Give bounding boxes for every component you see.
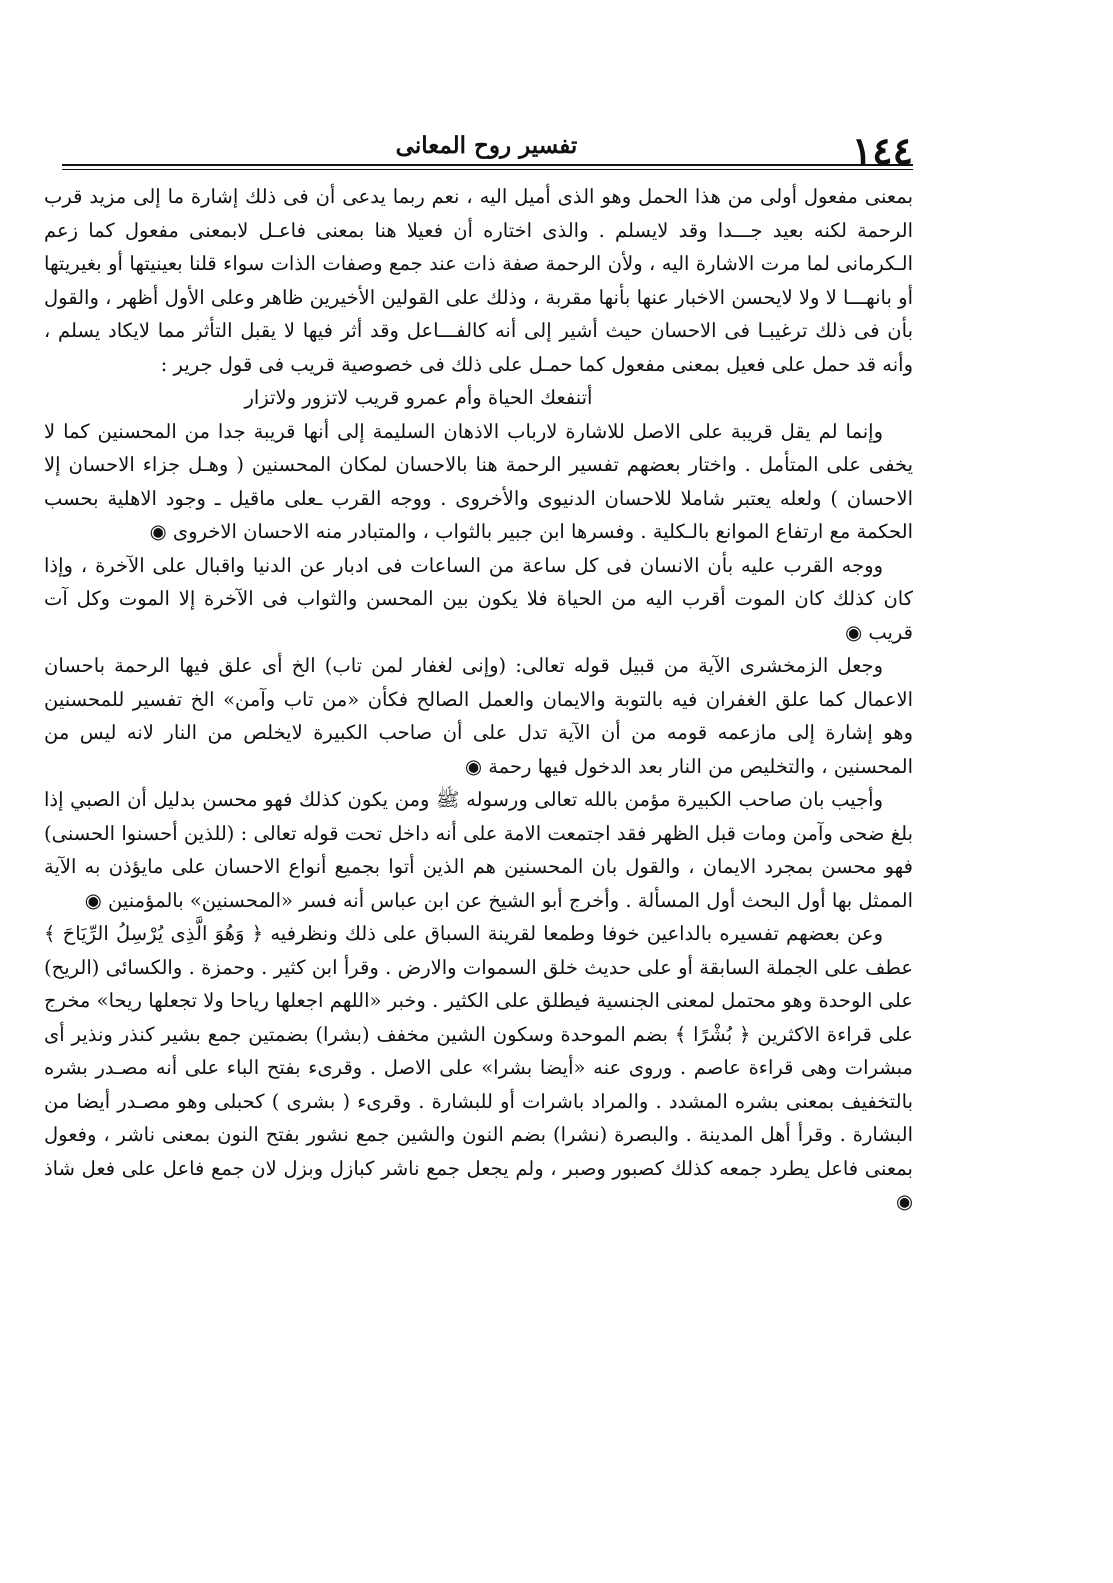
paragraph-5: وأجيب بان صاحب الكبيرة مؤمن بالله تعالى ورسوله ﷺ ومن يكون كذلك فهو محسن بدليل أن الصبي إذا بلغ ضحى وآمن ومات قبل الظهر فقد اجتمعت الامة على أنه داخل تحت قوله تعالى : (للذين أحسنوا الحسنى) فهو محسن بمجرد الايمان ، والقول بان المحسنين هم الذين أتوا بجميع أنواع الاحسان على مايؤذن به الآية الممثل بها أول البحث أول المسألة . وأخرج أبو الشيخ عن ابن عباس أنه فسر «المحسنين» بالمؤمنين ◉	[44, 788, 913, 912]
body-text	[44, 180, 913, 1219]
paragraph-3: ووجه القرب عليه بأن الانسان فى كل ساعة من الساعات فى ادبار عن الدنيا واقبال على الآخرة ، وإذا كان كذلك كان الموت أقرب اليه من الحياة فلا يكون بين المحسن والثواب فى الآخرة إلا الموت وكل آت قريب ◉	[44, 553, 913, 644]
paragraph-6: وعن بعضهم تفسيره بالداعين خوفا وطمعا لقرينة السباق على ذلك ونظرفيه ﴿ وَهُوَ الَّذِى يُرْسِلُ الرِّيَاحَ ﴾ عطف على الجملة السابقة أو على حديث خلق السموات والارض . وقرأ ابن كثير . وحمزة . والكسائى (الريح) على الوحدة وهو محتمل لمعنى الجنسية فيطلق على الكثير . وخبر «اللهم اجعلها رياحا ولا تجعلها ريحا» مخرج على قراءة الاكثرين ﴿ بُشْرًا ﴾ بضم الموحدة وسكون الشين مخفف (بشرا) بضمتين جمع بشير كنذر ونذير أى مبشرات وهى قراءة عاصم . وروى عنه «أيضا بشرا» على الاصل . وقرىء بفتح الباء على أنه مصـدر بشره بالتخفيف بمعنى بشره المشدد . والمراد باشرات أو للبشارة . وقرىء ( بشرى ) كحبلى وهو مصـدر أيضا من البشارة . وقرأ أهل المدينة . والبصرة (نشرا) بضم النون والشين جمع نشور بفتح النون بمعنى ناشر ، وفعول بمعنى فاعل يطرد جمعه كذلك كصبور وصبر ، ولم يجعل جمع ناشر كبازل وبزل لان جمع فاعل على فعل شاذ ◉	[44, 922, 913, 1213]
page-number: ١٤٤	[851, 128, 913, 173]
page-header	[60, 128, 913, 174]
paragraph-4: وجعل الزمخشرى الآية من قبيل قوله تعالى: (وإنى لغفار لمن تاب) الخ أى علق فيها الرحمة باحسان الاعمال كما علق الغفران فيه بالتوبة والايمان والعمل الصالح فكأن «من تاب وآمن» الخ تفسير للمحسنين وهو إشارة إلى مازعمه قومه من أن الآية تدل على أن صاحب الكبيرة لايخلص من النار لانه ليس من المحسنين ، والتخليص من النار بعد الدخول فيها رحمة ◉	[44, 654, 913, 778]
header-rule-thin	[62, 169, 913, 170]
paragraph-2: وإنما لم يقل قريبة على الاصل للاشارة لارباب الاذهان السليمة إلى أنها قريبة جدا من المحسنين كما لا يخفى على المتأمل . واختار بعضهم تفسير الرحمة هنا بالاحسان لمكان المحسنين ( وهـل جزاء الاحسان إلا الاحسان ) ولعله يعتبر شاملا للاحسان الدنيوى والأخروى . ووجه القرب ـعلى ماقيل ـ وجود الاهلية بحسب الحكمة مع ارتفاع الموانع بالـكلية . وفسرها ابن جبير بالثواب ، والمتبادر منه الاحسان الاخروى ◉	[44, 419, 913, 543]
book-title: تفسير روح المعانى	[395, 132, 578, 159]
paragraph-1: بمعنى مفعول أولى من هذا الحمل وهو الذى أميل اليه ، نعم ربما يدعى أن فى ذلك إشارة ما إلى مزيد قرب الرحمة لكنه بعيد جـــدا وقد لايسلم . والذى اختاره أن فعيلا هنا بمعنى فاعـل لابمعنى مفعول كما زعم الـكرمانى لما مرت الاشارة اليه ، ولأن الرحمة صفة ذات عند جمع وصفات الذات سواء قلنا بعينيتها أو بغيريتها أو بانهـــا لا ولا لايحسن الاخبار عنها بأنها مقربة ، وذلك على القولين الأخيرين ظاهر وعلى الأول أظهر ، والقول بأن فى ذلك ترغيبـا فى الاحسان حيث أشير إلى أنه كالفـــاعل وقد أثر فيها لا يقبل التأثر مما لايكاد يسلم ، وأنه قد حمل على فعيل بمعنى مفعول كما حمـل على ذلك فى خصوصية قريب فى قول جرير :	[44, 185, 913, 376]
poetry-verse: أتنفعك الحياة وأم عمرو قريب لاتزور ولاتزار	[244, 386, 593, 409]
header-rule	[62, 164, 913, 166]
